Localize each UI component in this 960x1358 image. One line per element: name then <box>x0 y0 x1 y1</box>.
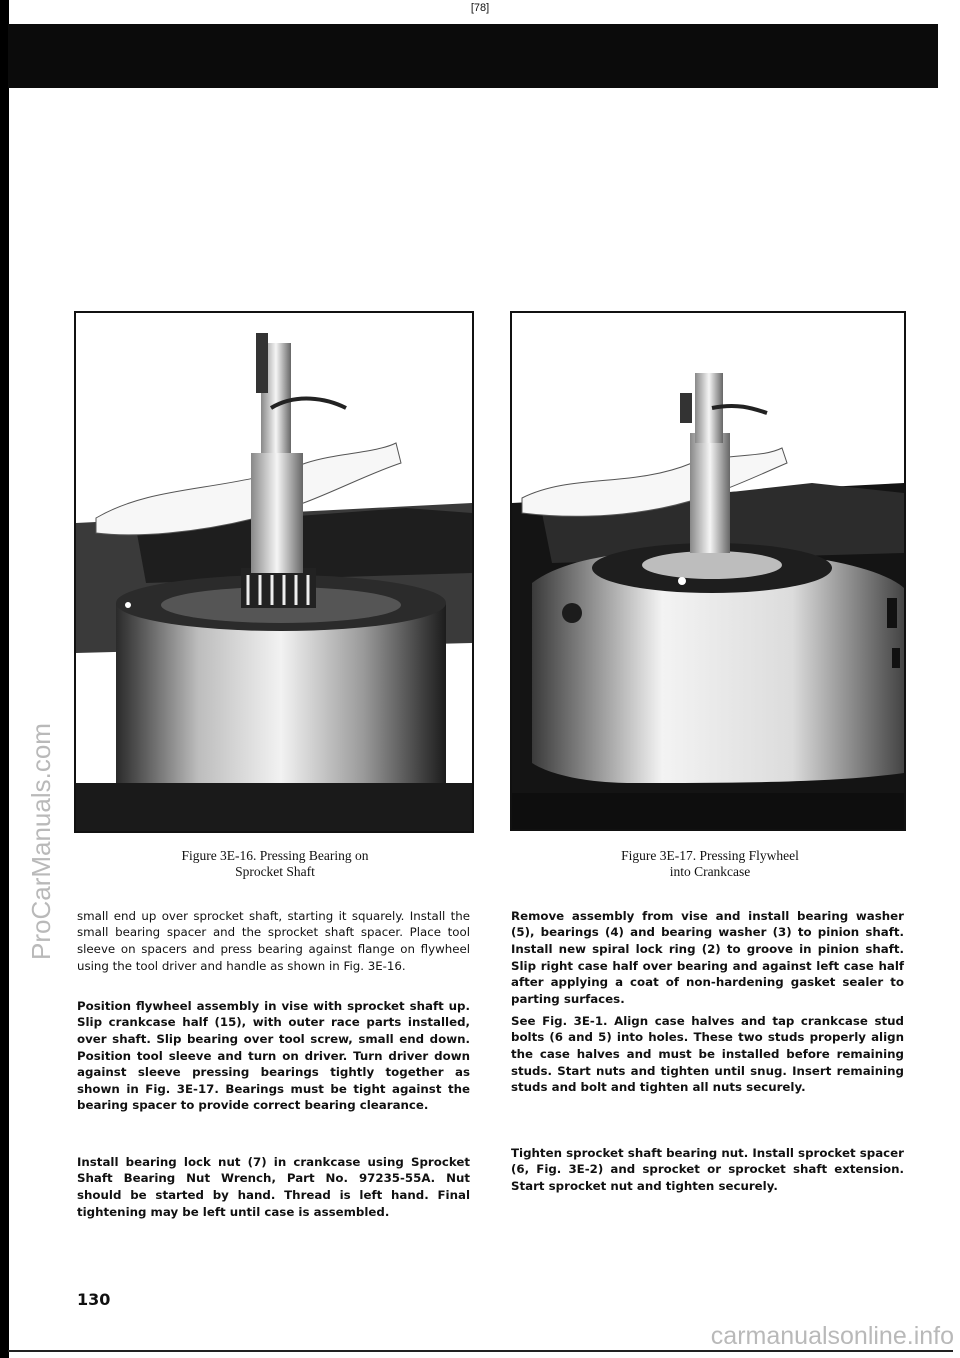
left-margin-rule <box>0 0 9 1358</box>
body-paragraph: Install bearing lock nut (7) in crankcase using Sprocket Shaft Bearing Nut Wrench, Part No. 97235-55A. Nut should be started by hand. Thread is left hand. Final tightening may be left until case is assembled. <box>77 1154 470 1219</box>
page-tag: [78] <box>470 2 490 14</box>
bottom-rule <box>8 1350 953 1352</box>
side-watermark <box>22 560 56 960</box>
page-number: 130 <box>77 1290 111 1309</box>
header-band <box>8 24 938 88</box>
footer-watermark: carmanualsonline.info <box>710 1322 954 1350</box>
caption-line: Figure 3E-16. Pressing Bearing on <box>181 848 369 863</box>
body-paragraph: Position flywheel assembly in vise with sprocket shaft up. Slip crankcase half (15), with outer race parts installed, over shaft. Slip bearing over tool screw, small end down. Position tool sleeve and turn on driver. Turn driver down against sleeve pressing bearings tightly together as shown in Fig. 3E-17. Bearings must be tight against the bearing spacer to provide correct bearing clearance. <box>77 998 470 1113</box>
body-paragraph: small end up over sprocket shaft, starting it squarely. Install the small bearing spacer and the sprocket shaft spacer. Place tool sleeve on spacers and press bearing against flange on flywheel using the tool driver and handle as shown in Fig. 3E-16. <box>77 908 470 973</box>
figure-3e-17-photo <box>510 311 906 831</box>
side-watermark-text: ProCarManuals.com <box>26 723 56 960</box>
body-paragraph: See Fig. 3E-1. Align case halves and tap crankcase stud bolts (6 and 5) into holes. These two studs properly align the case halves and must be installed before remaining studs. Start nuts and tighten until snug. Insert remaining studs and bolt and tighten all nuts securely. <box>511 1013 904 1095</box>
body-paragraph: Tighten sprocket shaft bearing nut. Install sprocket spacer (6, Fig. 3E-2) and sprocket or sprocket shaft extension. Start sprocket nut and tighten securely. <box>511 1145 904 1193</box>
caption-line: into Crankcase <box>669 864 751 879</box>
caption-line: Figure 3E-17. Pressing Flywheel <box>621 848 799 863</box>
body-paragraph: Remove assembly from vise and install bearing washer (5), bearings (4) and bearing washer (3) to pinion shaft. Install new spiral lock ring (2) to groove in pinion shaft. Slip right case half over bearing and against left case half after applying a coat of non-hardening gasket sealer to parting surfaces. <box>511 908 904 1006</box>
caption-line: Sprocket Shaft <box>235 864 315 879</box>
figure-3e-16-caption <box>100 848 450 880</box>
figure-3e-16-photo <box>74 311 474 833</box>
figure-3e-17-caption <box>530 848 890 880</box>
